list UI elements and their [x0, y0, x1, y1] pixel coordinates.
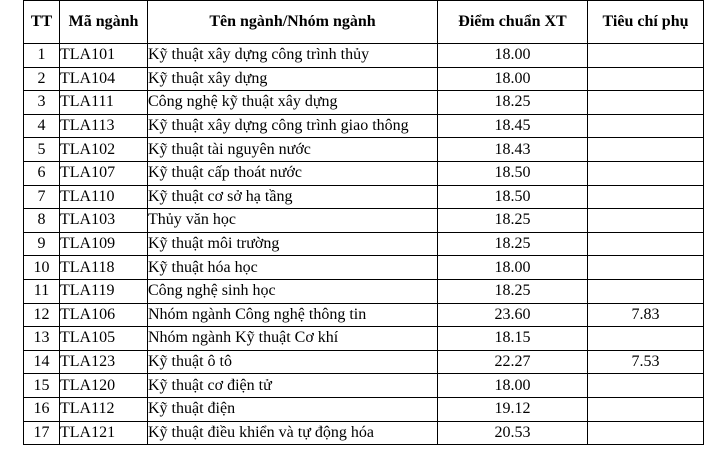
cell-tt: 9 — [24, 232, 60, 256]
cell-tt: 16 — [24, 397, 60, 421]
cell-extra-criteria — [588, 67, 704, 91]
cell-score: 18.25 — [438, 209, 588, 233]
table-row — [24, 279, 704, 303]
cell-extra-criteria — [588, 232, 704, 256]
cell-extra-criteria — [588, 327, 704, 351]
table-row — [24, 374, 704, 398]
cell-major-code: TLA121 — [60, 421, 148, 445]
cell-major-name: Kỹ thuật xây dựng công trình thủy — [148, 44, 438, 68]
cell-extra-criteria — [588, 421, 704, 445]
cell-major-code: TLA120 — [60, 374, 148, 398]
header-code: Mã ngành — [60, 1, 148, 44]
cell-major-name: Kỹ thuật hóa học — [148, 256, 438, 280]
cell-tt: 11 — [24, 279, 60, 303]
cell-major-name: Kỹ thuật điện — [148, 397, 438, 421]
cell-major-name: Kỹ thuật xây dựng công trình giao thông — [148, 114, 438, 138]
cell-major-code: TLA109 — [60, 232, 148, 256]
cell-major-name: Kỹ thuật điều khiển và tự động hóa — [148, 421, 438, 445]
cell-score: 18.25 — [438, 232, 588, 256]
cell-tt: 6 — [24, 161, 60, 185]
cell-tt: 4 — [24, 114, 60, 138]
cell-tt: 12 — [24, 303, 60, 327]
cell-score: 18.25 — [438, 91, 588, 115]
cell-major-code: TLA107 — [60, 161, 148, 185]
header-extra: Tiêu chí phụ — [588, 1, 704, 44]
cell-major-name: Công nghệ sinh học — [148, 279, 438, 303]
cell-extra-criteria — [588, 397, 704, 421]
cell-score: 18.45 — [438, 114, 588, 138]
header-score: Điểm chuẩn XT — [438, 1, 588, 44]
cell-tt: 5 — [24, 138, 60, 162]
table-row — [24, 185, 704, 209]
cell-score: 23.60 — [438, 303, 588, 327]
cell-major-code: TLA101 — [60, 44, 148, 68]
cell-major-code: TLA110 — [60, 185, 148, 209]
cell-score: 18.00 — [438, 256, 588, 280]
cell-major-code: TLA118 — [60, 256, 148, 280]
cell-major-code: TLA105 — [60, 327, 148, 351]
table-header — [24, 1, 704, 44]
cell-extra-criteria — [588, 374, 704, 398]
cell-major-code: TLA119 — [60, 279, 148, 303]
table-row — [24, 421, 704, 445]
cell-tt: 13 — [24, 327, 60, 351]
cell-extra-criteria — [588, 209, 704, 233]
table-row — [24, 209, 704, 233]
table-row — [24, 161, 704, 185]
header-tt: TT — [24, 1, 60, 44]
cell-score: 18.50 — [438, 185, 588, 209]
table-row — [24, 350, 704, 374]
cell-tt: 10 — [24, 256, 60, 280]
cell-score: 18.25 — [438, 279, 588, 303]
header-name: Tên ngành/Nhóm ngành — [148, 1, 438, 44]
table-row — [24, 232, 704, 256]
cell-major-name: Công nghệ kỹ thuật xây dựng — [148, 91, 438, 115]
table-body — [24, 44, 704, 445]
cell-major-code: TLA102 — [60, 138, 148, 162]
cell-score: 18.50 — [438, 161, 588, 185]
cell-major-name: Kỹ thuật môi trường — [148, 232, 438, 256]
table-row — [24, 397, 704, 421]
cell-score: 18.00 — [438, 374, 588, 398]
cell-score: 18.15 — [438, 327, 588, 351]
cell-extra-criteria: 7.83 — [588, 303, 704, 327]
table-row — [24, 44, 704, 68]
cell-major-name: Kỹ thuật cấp thoát nước — [148, 161, 438, 185]
cell-tt: 17 — [24, 421, 60, 445]
cell-extra-criteria — [588, 44, 704, 68]
cell-extra-criteria — [588, 114, 704, 138]
table-row — [24, 138, 704, 162]
cell-tt: 3 — [24, 91, 60, 115]
cell-major-name: Thủy văn học — [148, 209, 438, 233]
table-row — [24, 114, 704, 138]
table-row — [24, 91, 704, 115]
cell-extra-criteria — [588, 185, 704, 209]
cell-score: 18.00 — [438, 67, 588, 91]
header-row — [24, 1, 704, 44]
cell-major-name: Kỹ thuật tài nguyên nước — [148, 138, 438, 162]
cell-major-code: TLA113 — [60, 114, 148, 138]
cell-tt: 8 — [24, 209, 60, 233]
cell-score: 19.12 — [438, 397, 588, 421]
cell-major-name: Kỹ thuật cơ sở hạ tầng — [148, 185, 438, 209]
table-row — [24, 256, 704, 280]
cell-major-name: Kỹ thuật xây dựng — [148, 67, 438, 91]
admission-scores-table — [23, 0, 704, 445]
cell-major-name: Nhóm ngành Công nghệ thông tin — [148, 303, 438, 327]
cell-major-code: TLA106 — [60, 303, 148, 327]
cell-extra-criteria — [588, 138, 704, 162]
cell-major-code: TLA104 — [60, 67, 148, 91]
table-row — [24, 327, 704, 351]
cell-extra-criteria — [588, 161, 704, 185]
cell-major-code: TLA123 — [60, 350, 148, 374]
cell-major-code: TLA111 — [60, 91, 148, 115]
cell-score: 20.53 — [438, 421, 588, 445]
cell-extra-criteria — [588, 279, 704, 303]
cell-tt: 2 — [24, 67, 60, 91]
cell-major-code: TLA112 — [60, 397, 148, 421]
cell-major-code: TLA103 — [60, 209, 148, 233]
cell-major-name: Kỹ thuật ô tô — [148, 350, 438, 374]
cell-extra-criteria — [588, 91, 704, 115]
table-row — [24, 303, 704, 327]
cell-score: 22.27 — [438, 350, 588, 374]
cell-major-name: Nhóm ngành Kỹ thuật Cơ khí — [148, 327, 438, 351]
cell-score: 18.43 — [438, 138, 588, 162]
cell-tt: 15 — [24, 374, 60, 398]
table-row — [24, 67, 704, 91]
cell-tt: 14 — [24, 350, 60, 374]
cell-score: 18.00 — [438, 44, 588, 68]
cell-tt: 1 — [24, 44, 60, 68]
cell-extra-criteria: 7.53 — [588, 350, 704, 374]
cell-major-name: Kỹ thuật cơ điện tử — [148, 374, 438, 398]
cell-extra-criteria — [588, 256, 704, 280]
cell-tt: 7 — [24, 185, 60, 209]
